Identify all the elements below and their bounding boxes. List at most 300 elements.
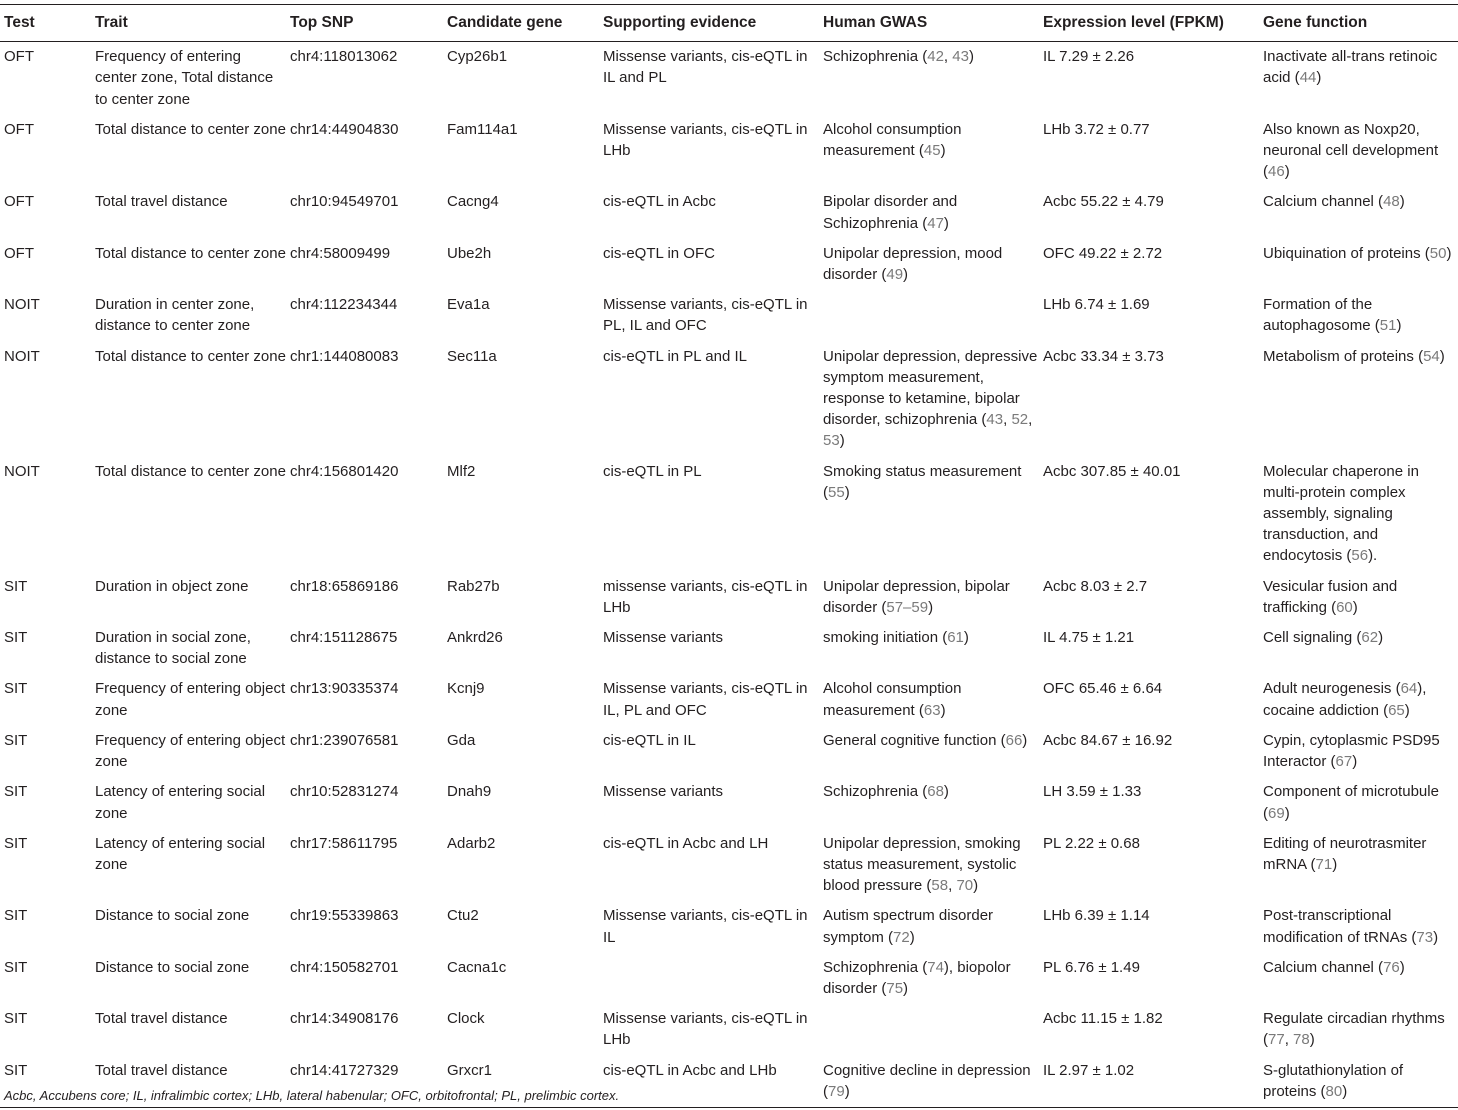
- table-row: [0, 457, 1458, 572]
- cell-text: OFT: [4, 193, 34, 211]
- cell-candidate-gene: [443, 42, 599, 115]
- cell-text: smoking initiation (: [823, 629, 948, 647]
- cell-top-snp: [286, 1004, 443, 1055]
- cell-text: Alcohol consumption measurement (: [823, 680, 962, 719]
- reference-link[interactable]: 75: [886, 979, 904, 997]
- cell-human-gwas: [819, 1056, 1039, 1108]
- cell-text: SIT: [4, 958, 28, 976]
- cell-text: Cypin, cytoplasmic PSD95 Interactor (: [1263, 731, 1440, 771]
- cell-trait: [91, 187, 286, 238]
- cell-text: Inactivate all-trans retinoic acid (: [1263, 48, 1438, 87]
- cell-text: Regulate circadian rhythms (: [1263, 1010, 1445, 1049]
- reference-link[interactable]: 71: [1315, 855, 1333, 873]
- cell-human-gwas: [819, 953, 1039, 1004]
- reference-link[interactable]: 56: [1351, 547, 1369, 565]
- cell-candidate-gene: [443, 953, 599, 1004]
- cell-text: ,: [948, 877, 957, 895]
- reference-link[interactable]: 70: [956, 877, 974, 895]
- cell-text: Component of microtubule (: [1263, 783, 1439, 822]
- cell-text: Unipolar depression, mood disorder (: [823, 244, 1003, 284]
- cell-text: Cognitive decline in depression (: [823, 1061, 1031, 1100]
- cell-human-gwas: [819, 290, 1039, 341]
- cell-text: SIT: [4, 1061, 28, 1079]
- cell-text: ): [940, 701, 946, 719]
- cell-text: ,: [1284, 1031, 1294, 1049]
- cell-trait: [91, 42, 286, 115]
- cell-text: Acbc 307.85 ± 40.01: [1043, 462, 1181, 480]
- cell-text: OFT: [4, 48, 34, 66]
- cell-text: Distance to social zone: [95, 958, 250, 976]
- cell-text: chr17:58611795: [290, 834, 398, 852]
- cell-text: Acbc 8.03 ± 2.7: [1043, 577, 1148, 595]
- cell-expression-level: [1039, 187, 1259, 238]
- cell-text: Total distance to center zone: [95, 347, 286, 365]
- cell-text: cis-eQTL in PL: [603, 462, 702, 480]
- cell-text: Autism spectrum disorder symptom (: [823, 907, 994, 946]
- cell-text: SIT: [4, 907, 28, 925]
- cell-text: ,: [1028, 411, 1033, 429]
- cell-text: ): [943, 214, 949, 232]
- reference-link[interactable]: 61: [947, 629, 964, 647]
- cell-candidate-gene: [443, 239, 599, 290]
- reference-link[interactable]: 57–59: [886, 598, 929, 616]
- cell-text: cis-eQTL in PL and IL: [603, 347, 747, 365]
- cell-top-snp: [286, 953, 443, 1004]
- cell-supporting-evidence: [599, 187, 819, 238]
- cell-text: IL 4.75 ± 1.21: [1043, 629, 1135, 647]
- cell-top-snp: [286, 726, 443, 777]
- cell-test: [0, 572, 91, 623]
- cell-text: Total travel distance: [95, 1010, 228, 1028]
- cell-expression-level: [1039, 726, 1259, 777]
- cell-text: ): [1342, 1082, 1348, 1100]
- reference-link[interactable]: 51: [1379, 317, 1397, 335]
- cell-text: ,: [1003, 411, 1012, 429]
- cell-test: [0, 1004, 91, 1055]
- cell-text: chr19:55339863: [290, 907, 399, 925]
- cell-text: chr18:65869186: [290, 577, 399, 595]
- cell-text: Sec11a: [447, 347, 497, 365]
- table-footnote: Acbc, Accubens core; IL, infralimbic cortex; LHb, lateral habenular; OFC, orbitofrontal; PL, prelimbic cortex.: [4, 1088, 620, 1103]
- cell-expression-level: [1039, 290, 1259, 341]
- table-row: [0, 777, 1458, 828]
- table-row: [0, 623, 1458, 674]
- cell-test: [0, 777, 91, 828]
- cell-gene-function: [1259, 623, 1458, 674]
- cell-text: Latency of entering social zone: [95, 783, 266, 822]
- reference-link[interactable]: 52: [1011, 411, 1029, 429]
- cell-text: cis-eQTL in IL: [603, 731, 696, 749]
- cell-human-gwas: [819, 457, 1039, 572]
- cell-text: OFT: [4, 120, 34, 138]
- cell-text: chr14:34908176: [290, 1010, 399, 1028]
- cell-trait: [91, 901, 286, 952]
- cell-trait: [91, 726, 286, 777]
- cell-trait: [91, 239, 286, 290]
- cell-top-snp: [286, 290, 443, 341]
- cell-text: Adult neurogenesis (: [1263, 680, 1401, 698]
- reference-link[interactable]: 72: [893, 928, 910, 946]
- cell-text: Duration in center zone, distance to center zone: [95, 296, 255, 335]
- cell-text: OFC 49.22 ± 2.72: [1043, 244, 1163, 262]
- cell-expression-level: [1039, 115, 1259, 188]
- cell-expression-level: [1039, 457, 1259, 572]
- cell-text: ): [1309, 1031, 1315, 1049]
- cell-test: [0, 457, 91, 572]
- reference-link[interactable]: 48: [1383, 193, 1400, 211]
- cell-text: Frequency of entering object zone: [95, 731, 286, 771]
- cell-text: chr4:151128675: [290, 629, 398, 647]
- table-row: [0, 342, 1458, 457]
- cell-supporting-evidence: [599, 239, 819, 290]
- cell-text: Duration in social zone, distance to social zone: [95, 629, 251, 668]
- cell-test: [0, 42, 91, 115]
- cell-supporting-evidence: [599, 901, 819, 952]
- cell-text: Ctu2: [447, 907, 479, 925]
- cell-text: chr10:52831274: [290, 783, 399, 801]
- cell-test: [0, 115, 91, 188]
- cell-human-gwas: [819, 239, 1039, 290]
- cell-text: OFT: [4, 244, 34, 262]
- cell-trait: [91, 829, 286, 902]
- reference-link[interactable]: 66: [1005, 731, 1023, 749]
- cell-text: ): [1439, 347, 1445, 365]
- cell-candidate-gene: [443, 572, 599, 623]
- cell-text: Total distance to center zone: [95, 120, 286, 138]
- cell-text: ): [968, 48, 974, 66]
- cell-top-snp: [286, 829, 443, 902]
- cell-text: S-glutathionylation of proteins (: [1263, 1061, 1404, 1100]
- cell-text: ): [1446, 244, 1452, 262]
- cell-supporting-evidence: [599, 342, 819, 457]
- cell-trait: [91, 572, 286, 623]
- table-row: [0, 1004, 1458, 1055]
- cell-text: ): [1284, 804, 1290, 822]
- cell-text: ): [839, 432, 845, 450]
- reference-link[interactable]: 68: [927, 783, 944, 801]
- reference-link[interactable]: 54: [1423, 347, 1440, 365]
- cell-text: IL 7.29 ± 2.26: [1043, 48, 1135, 66]
- cell-text: cis-eQTL in Acbc: [603, 193, 716, 211]
- cell-supporting-evidence: [599, 674, 819, 725]
- cell-human-gwas: [819, 726, 1039, 777]
- reference-link[interactable]: 79: [828, 1082, 845, 1100]
- cell-text: Alcohol consumption measurement (: [823, 120, 962, 160]
- cell-text: LH 3.59 ± 1.33: [1043, 783, 1142, 801]
- cell-top-snp: [286, 187, 443, 238]
- cell-top-snp: [286, 115, 443, 188]
- reference-link[interactable]: 60: [1336, 598, 1353, 616]
- cell-text: Frequency of entering object zone: [95, 680, 286, 719]
- cell-text: ), cocaine addiction (: [1263, 680, 1427, 719]
- table-row: [0, 829, 1458, 902]
- cell-human-gwas: [819, 115, 1039, 188]
- cell-text: ): [1316, 69, 1322, 87]
- cell-text: ): [1352, 753, 1358, 771]
- cell-text: Cacng4: [447, 193, 499, 211]
- reference-link[interactable]: 62: [1361, 629, 1379, 647]
- cell-text: ): [844, 1082, 850, 1100]
- reference-link[interactable]: 55: [828, 483, 845, 501]
- header-gene-function: Gene function: [1259, 5, 1458, 42]
- cell-supporting-evidence: [599, 290, 819, 341]
- cell-test: [0, 239, 91, 290]
- cell-text: Molecular chaperone in multi-protein complex assembly, signaling transduction, and endocytosis (: [1263, 462, 1419, 565]
- cell-text: Distance to social zone: [95, 907, 250, 925]
- cell-text: ): [903, 979, 909, 997]
- cell-text: ): [903, 266, 909, 284]
- cell-supporting-evidence: [599, 42, 819, 115]
- reference-link[interactable]: 47: [927, 214, 944, 232]
- table-row: [0, 674, 1458, 725]
- reference-link[interactable]: 58: [931, 877, 949, 895]
- cell-trait: [91, 777, 286, 828]
- cell-text: Missense variants: [603, 629, 724, 647]
- cell-candidate-gene: [443, 1004, 599, 1055]
- header-row: [0, 5, 1458, 42]
- cell-expression-level: [1039, 777, 1259, 828]
- cell-text: LHb 6.39 ± 1.14: [1043, 907, 1150, 925]
- table-row: [0, 953, 1458, 1004]
- cell-expression-level: [1039, 829, 1259, 902]
- cell-top-snp: [286, 239, 443, 290]
- cell-text: ): [1378, 629, 1384, 647]
- cell-text: ): [1404, 701, 1410, 719]
- cell-text: Cell signaling (: [1263, 629, 1362, 647]
- cell-text: IL 2.97 ± 1.02: [1043, 1061, 1135, 1079]
- table-row: [0, 42, 1458, 115]
- cell-supporting-evidence: [599, 1056, 819, 1108]
- cell-text: SIT: [4, 680, 28, 698]
- cell-text: Schizophrenia (: [823, 48, 928, 66]
- cell-text: missense variants, cis-eQTL in LHb: [603, 577, 808, 616]
- results-table: [0, 4, 1458, 1108]
- cell-text: chr14:44904830: [290, 120, 399, 138]
- cell-test: [0, 187, 91, 238]
- reference-link[interactable]: 49: [886, 266, 904, 284]
- cell-text: LHb 3.72 ± 0.77: [1043, 120, 1150, 138]
- cell-text: ): [928, 598, 934, 616]
- cell-text: Acbc 84.67 ± 16.92: [1043, 731, 1173, 749]
- reference-link[interactable]: 69: [1268, 804, 1285, 822]
- cell-supporting-evidence: [599, 829, 819, 902]
- header-supporting-evidence: Supporting evidence: [599, 5, 819, 42]
- cell-text: Grxcr1: [447, 1061, 492, 1079]
- cell-gene-function: [1259, 674, 1458, 725]
- reference-link[interactable]: 50: [1429, 244, 1447, 262]
- cell-gene-function: [1259, 726, 1458, 777]
- cell-text: Dnah9: [447, 783, 492, 801]
- cell-text: Total travel distance: [95, 193, 228, 211]
- cell-trait: [91, 953, 286, 1004]
- cell-text: OFC 65.46 ± 6.64: [1043, 680, 1163, 698]
- reference-link[interactable]: 67: [1335, 753, 1353, 771]
- cell-text: ): [1399, 958, 1405, 976]
- cell-text: Vesicular fusion and trafficking (: [1263, 577, 1398, 616]
- cell-text: Frequency of entering center zone, Total distance to center zone: [95, 48, 274, 108]
- cell-text: SIT: [4, 731, 28, 749]
- cell-text: Ube2h: [447, 244, 492, 262]
- cell-text: Rab27b: [447, 577, 500, 595]
- cell-text: NOIT: [4, 296, 40, 314]
- cell-text: Ubiquination of proteins (: [1263, 244, 1430, 262]
- cell-text: SIT: [4, 577, 28, 595]
- cell-text: ): [1399, 193, 1405, 211]
- reference-link[interactable]: 76: [1383, 958, 1400, 976]
- reference-link[interactable]: 42: [927, 48, 944, 66]
- cell-gene-function: [1259, 1056, 1458, 1108]
- cell-gene-function: [1259, 115, 1458, 188]
- cell-text: chr4:112234344: [290, 296, 398, 314]
- reference-link[interactable]: 64: [1400, 680, 1418, 698]
- header-expression-level: Expression level (FPKM): [1039, 5, 1259, 42]
- cell-text: Missense variants, cis-eQTL in LHb: [603, 1010, 808, 1049]
- header-candidate-gene: Candidate gene: [443, 5, 599, 42]
- cell-gene-function: [1259, 572, 1458, 623]
- cell-text: ): [844, 483, 850, 501]
- cell-text: Missense variants, cis-eQTL in IL: [603, 907, 808, 946]
- cell-text: chr4:58009499: [290, 244, 391, 262]
- cell-gene-function: [1259, 42, 1458, 115]
- cell-text: ): [909, 928, 915, 946]
- reference-link[interactable]: 43: [986, 411, 1004, 429]
- cell-text: Eva1a: [447, 296, 490, 314]
- cell-gene-function: [1259, 342, 1458, 457]
- cell-trait: [91, 115, 286, 188]
- table-header: [0, 5, 1458, 42]
- cell-supporting-evidence: [599, 953, 819, 1004]
- cell-text: Missense variants, cis-eQTL in LHb: [603, 120, 808, 160]
- cell-trait: [91, 623, 286, 674]
- reference-link[interactable]: 78: [1293, 1031, 1310, 1049]
- reference-link[interactable]: 73: [1416, 928, 1434, 946]
- cell-expression-level: [1039, 239, 1259, 290]
- reference-link[interactable]: 65: [1388, 701, 1405, 719]
- cell-text: Ankrd26: [447, 629, 503, 647]
- cell-human-gwas: [819, 623, 1039, 674]
- cell-text: Calcium channel (: [1263, 193, 1384, 211]
- reference-link[interactable]: 77: [1268, 1031, 1285, 1049]
- cell-text: NOIT: [4, 462, 40, 480]
- cell-text: Fam114a1: [447, 120, 518, 138]
- cell-top-snp: [286, 42, 443, 115]
- cell-text: chr4:118013062: [290, 48, 398, 66]
- header-top-snp: Top SNP: [286, 5, 443, 42]
- cell-top-snp: [286, 457, 443, 572]
- cell-text: SIT: [4, 629, 28, 647]
- cell-gene-function: [1259, 290, 1458, 341]
- cell-top-snp: [286, 777, 443, 828]
- table-row: [0, 572, 1458, 623]
- reference-link[interactable]: 43: [952, 48, 969, 66]
- cell-candidate-gene: [443, 457, 599, 572]
- cell-text: cis-eQTL in Acbc and LH: [603, 834, 769, 852]
- cell-text: Post-transcriptional modification of tRNAs (: [1263, 907, 1417, 946]
- cell-text: ): [1396, 317, 1402, 335]
- cell-expression-level: [1039, 901, 1259, 952]
- cell-text: cis-eQTL in Acbc and LHb: [603, 1061, 777, 1079]
- cell-supporting-evidence: [599, 457, 819, 572]
- reference-link[interactable]: 53: [823, 432, 840, 450]
- cell-text: chr4:156801420: [290, 462, 399, 480]
- cell-human-gwas: [819, 829, 1039, 902]
- cell-text: Schizophrenia (: [823, 958, 928, 976]
- cell-text: cis-eQTL in OFC: [603, 244, 715, 262]
- table-row: [0, 290, 1458, 341]
- cell-text: LHb 6.74 ± 1.69: [1043, 296, 1150, 314]
- cell-expression-level: [1039, 623, 1259, 674]
- reference-link[interactable]: 46: [1268, 163, 1285, 181]
- cell-text: General cognitive function (: [823, 731, 1006, 749]
- cell-text: Acbc 11.15 ± 1.82: [1043, 1010, 1163, 1028]
- cell-expression-level: [1039, 1004, 1259, 1055]
- cell-candidate-gene: [443, 290, 599, 341]
- reference-link[interactable]: 80: [1325, 1082, 1343, 1100]
- table-row: [0, 901, 1458, 952]
- cell-test: [0, 623, 91, 674]
- cell-human-gwas: [819, 674, 1039, 725]
- header-human-gwas: Human GWAS: [819, 5, 1039, 42]
- cell-text: Formation of the autophagosome (: [1263, 296, 1380, 335]
- cell-expression-level: [1039, 953, 1259, 1004]
- cell-candidate-gene: [443, 901, 599, 952]
- cell-text: Acbc 33.34 ± 3.73: [1043, 347, 1164, 365]
- cell-supporting-evidence: [599, 115, 819, 188]
- cell-candidate-gene: [443, 726, 599, 777]
- cell-text: ): [973, 877, 979, 895]
- cell-expression-level: [1039, 674, 1259, 725]
- cell-candidate-gene: [443, 777, 599, 828]
- cell-candidate-gene: [443, 342, 599, 457]
- cell-text: Missense variants, cis-eQTL in IL, PL and OFC: [603, 680, 808, 719]
- cell-text: Calcium channel (: [1263, 958, 1384, 976]
- cell-text: ,: [943, 48, 953, 66]
- cell-top-snp: [286, 901, 443, 952]
- cell-gene-function: [1259, 239, 1458, 290]
- cell-text: Missense variants: [603, 783, 724, 801]
- cell-trait: [91, 342, 286, 457]
- cell-text: Total distance to center zone: [95, 462, 286, 480]
- cell-candidate-gene: [443, 187, 599, 238]
- table-row: [0, 239, 1458, 290]
- cell-text: Unipolar depression, bipolar disorder (: [823, 577, 1010, 616]
- cell-top-snp: [286, 572, 443, 623]
- cell-human-gwas: [819, 572, 1039, 623]
- cell-test: [0, 342, 91, 457]
- cell-text: Mlf2: [447, 462, 476, 480]
- cell-text: PL 6.76 ± 1.49: [1043, 958, 1140, 976]
- cell-text: ): [943, 783, 949, 801]
- cell-text: Total distance to center zone: [95, 244, 286, 262]
- cell-trait: [91, 1004, 286, 1055]
- cell-text: Unipolar depression, smoking status measurement, systolic blood pressure (: [823, 834, 1021, 895]
- cell-text: chr4:150582701: [290, 958, 399, 976]
- cell-expression-level: [1039, 342, 1259, 457]
- reference-link[interactable]: 63: [923, 701, 941, 719]
- table-row: [0, 726, 1458, 777]
- cell-text: ).: [1368, 547, 1378, 565]
- cell-top-snp: [286, 623, 443, 674]
- reference-link[interactable]: 45: [923, 142, 941, 160]
- cell-text: NOIT: [4, 347, 40, 365]
- reference-link[interactable]: 44: [1299, 69, 1317, 87]
- reference-link[interactable]: 74: [927, 958, 944, 976]
- cell-gene-function: [1259, 187, 1458, 238]
- cell-text: Smoking status measurement (: [823, 462, 1022, 501]
- cell-human-gwas: [819, 42, 1039, 115]
- cell-supporting-evidence: [599, 726, 819, 777]
- cell-expression-level: [1039, 1056, 1259, 1108]
